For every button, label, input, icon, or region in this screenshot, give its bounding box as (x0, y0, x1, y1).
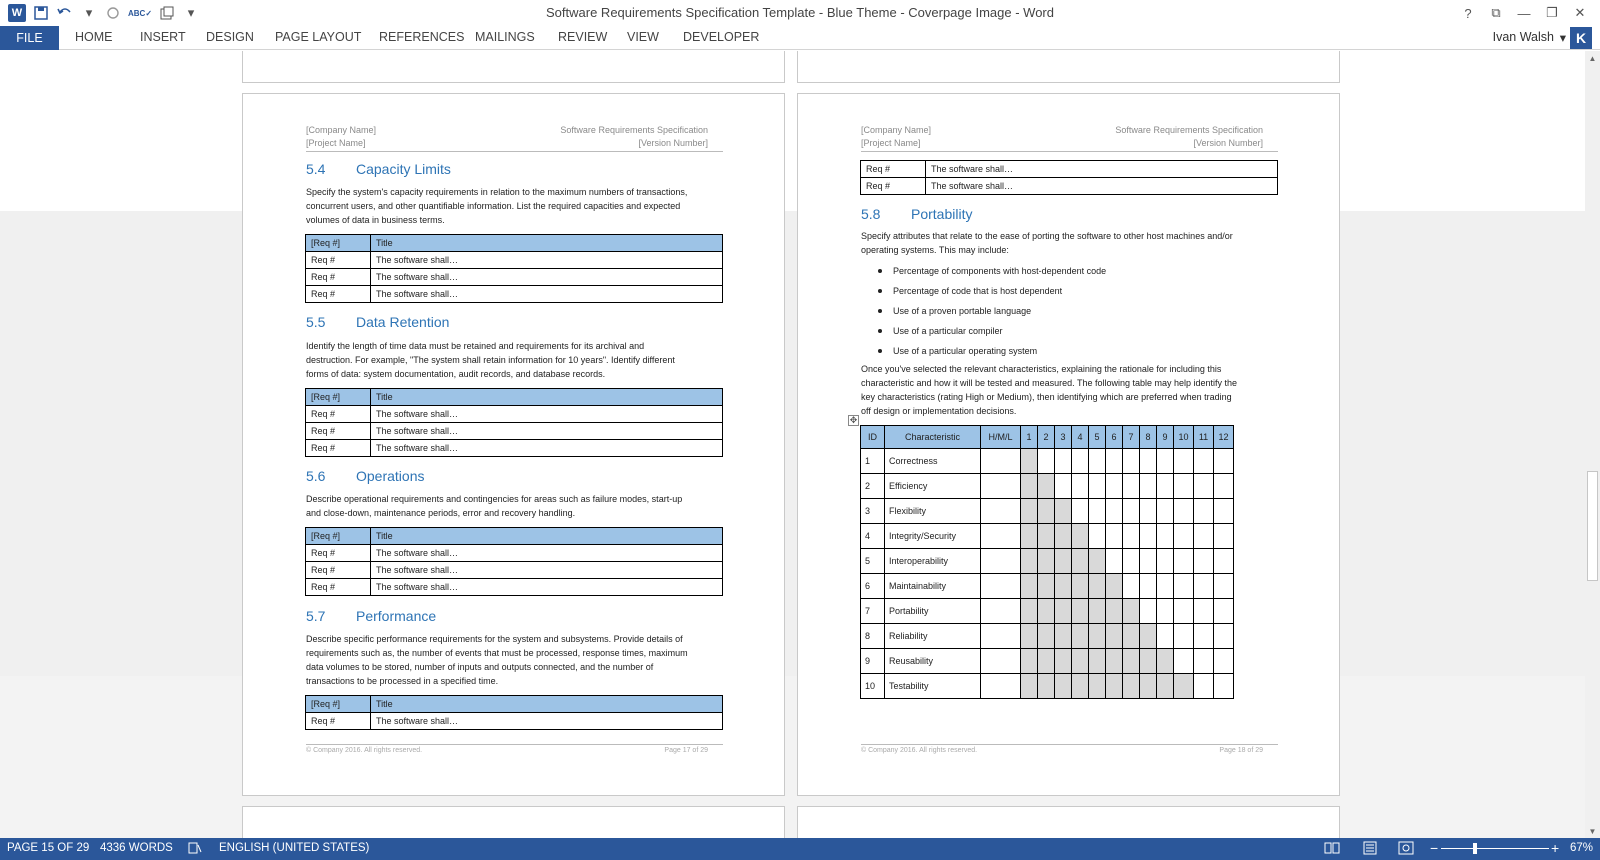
page-indicator[interactable]: PAGE 15 OF 29 (7, 842, 90, 854)
avatar[interactable]: K (1570, 27, 1592, 49)
table-cell (1038, 474, 1055, 499)
page-18 (797, 93, 1340, 796)
customize-toolbar-icon[interactable]: ▾ (187, 5, 195, 20)
zoom-slider[interactable] (1441, 848, 1549, 849)
header-right: Software Requirements Specification [Version Number] (1115, 125, 1263, 148)
zoom-in-button[interactable]: + (1551, 840, 1560, 856)
table-cell-characteristic: Reliability (885, 624, 981, 649)
table-row: Req # The software shall… (306, 713, 723, 730)
table-cell (1038, 499, 1055, 524)
table-cell (1123, 474, 1140, 499)
footer-page-number: Page 17 of 29 (664, 747, 708, 754)
requirements-table-5-5: [Req #] Title Req # The software shall… Req # The software shall… Req # The software shall… (305, 388, 723, 457)
table-cell (1157, 549, 1174, 574)
table-cell (1106, 574, 1123, 599)
table-header-cell: 4 (1072, 426, 1089, 449)
table-cell (1089, 474, 1106, 499)
language-indicator[interactable]: ENGLISH (UNITED STATES) (219, 842, 370, 854)
table-cell (1194, 449, 1214, 474)
table-cell (1055, 574, 1072, 599)
table-row: Req # The software shall… (306, 579, 723, 596)
status-bar (0, 838, 1600, 860)
table-cell (1157, 574, 1174, 599)
table-cell (1214, 599, 1234, 624)
table-row (861, 499, 1234, 524)
table-row: Req # The software shall… (306, 423, 723, 440)
table-cell (1021, 624, 1038, 649)
table-cell-characteristic: Efficiency (885, 474, 981, 499)
requirements-table-5-7: [Req #] Title Req # The software shall… (305, 695, 723, 730)
table-cell-id: 10 (861, 674, 885, 699)
table-cell (1021, 599, 1038, 624)
table-cell (1123, 549, 1140, 574)
table-cell (1174, 674, 1194, 699)
table-cell-characteristic: Interoperability (885, 549, 981, 574)
table-row: Req # The software shall… (306, 286, 723, 303)
table-cell-id: 1 (861, 449, 885, 474)
table-cell (1106, 599, 1123, 624)
table-header-cell: Characteristic (885, 426, 981, 449)
table-cell (1140, 574, 1157, 599)
maximize-button[interactable]: ❐ (1546, 5, 1558, 20)
table-cell (1021, 449, 1038, 474)
table-row (861, 474, 1234, 499)
help-icon[interactable]: ? (1464, 5, 1472, 21)
header-rule (306, 151, 723, 152)
page-next-left (242, 806, 785, 838)
table-cell (1072, 449, 1089, 474)
tab-design[interactable]: DESIGN (206, 30, 254, 44)
table-cell (1072, 549, 1089, 574)
table-cell (1214, 574, 1234, 599)
table-cell-characteristic: Reusability (885, 649, 981, 674)
table-header-cell: 11 (1194, 426, 1214, 449)
vertical-scrollbar[interactable] (1585, 51, 1600, 838)
table-cell (1055, 649, 1072, 674)
table-row (861, 599, 1234, 624)
table-cell (1174, 524, 1194, 549)
table-header-cell: 7 (1123, 426, 1140, 449)
table-cell (1072, 599, 1089, 624)
table-cell (1174, 624, 1194, 649)
table-cell-characteristic: Portability (885, 599, 981, 624)
table-cell (1140, 674, 1157, 699)
table-cell (1157, 499, 1174, 524)
zoom-out-button[interactable]: − (1430, 840, 1439, 856)
table-row (861, 549, 1234, 574)
table-cell (981, 599, 1021, 624)
table-cell (1123, 449, 1140, 474)
table-cell (1140, 449, 1157, 474)
table-cell (1072, 574, 1089, 599)
table-header-cell: 1 (1021, 426, 1038, 449)
read-mode-icon[interactable] (1324, 841, 1340, 858)
table-cell-characteristic: Correctness (885, 449, 981, 474)
table-cell (1194, 524, 1214, 549)
table-header-cell: [Req #] (306, 235, 371, 252)
table-cell (1174, 499, 1194, 524)
table-cell (1123, 499, 1140, 524)
table-cell (1038, 649, 1055, 674)
table-header-cell: H/M/L (981, 426, 1021, 449)
table-cell (1055, 624, 1072, 649)
table-cell (1123, 524, 1140, 549)
table-cell (1194, 499, 1214, 524)
table-cell (981, 474, 1021, 499)
table-cell (981, 649, 1021, 674)
table-cell-id: 4 (861, 524, 885, 549)
tab-page-layout[interactable]: PAGE LAYOUT (275, 30, 362, 44)
table-cell (1214, 624, 1234, 649)
portability-bullet-list (861, 264, 1106, 364)
table-row: Req # The software shall… (861, 178, 1278, 195)
minimize-button[interactable]: — (1517, 5, 1531, 21)
table-header-cell: 6 (1106, 426, 1123, 449)
canvas-background (0, 211, 1585, 676)
canvas-background-lower (0, 676, 1585, 838)
table-cell (1194, 649, 1214, 674)
table-header-cell: ID (861, 426, 885, 449)
table-cell (1021, 674, 1038, 699)
spelling-icon[interactable]: ABC✓ (128, 8, 153, 18)
undo-dropdown-icon[interactable]: ▾ (85, 5, 93, 20)
table-cell (1214, 499, 1234, 524)
list-item: Percentage of code that is host dependent (861, 284, 1106, 304)
tab-home[interactable]: HOME (75, 30, 113, 44)
title-bar (0, 0, 1600, 26)
table-cell (1089, 524, 1106, 549)
table-cell-characteristic: Testability (885, 674, 981, 699)
table-cell (1194, 674, 1214, 699)
table-cell (1140, 524, 1157, 549)
section-heading-5-5: 5.5 Data Retention (306, 314, 450, 330)
ribbon-tabs (0, 26, 1600, 50)
table-cell (1089, 449, 1106, 474)
list-item: Percentage of components with host-dependent code (861, 264, 1106, 284)
table-cell (1123, 674, 1140, 699)
tab-developer[interactable]: DEVELOPER (683, 30, 760, 44)
table-row (861, 524, 1234, 549)
page-previous-left (242, 51, 785, 83)
table-cell (1214, 649, 1234, 674)
table-cell (1038, 674, 1055, 699)
table-cell (1174, 574, 1194, 599)
table-cell (1089, 599, 1106, 624)
table-cell (1140, 474, 1157, 499)
table-cell (981, 524, 1021, 549)
ribbon-display-icon[interactable]: ⧉ (1491, 5, 1501, 20)
characteristics-table (860, 425, 1234, 699)
page-17 (242, 93, 785, 796)
table-cell (1174, 474, 1194, 499)
page-previous-right (797, 51, 1340, 83)
table-cell (1106, 649, 1123, 674)
table-row (861, 649, 1234, 674)
table-header-cell: 10 (1174, 426, 1194, 449)
scroll-down-icon[interactable]: ▼ (1588, 826, 1597, 836)
word-app-icon[interactable]: W (8, 4, 26, 22)
table-cell (1106, 624, 1123, 649)
table-cell-id: 5 (861, 549, 885, 574)
footer-copyright: © Company 2016. All rights reserved. (861, 747, 978, 754)
table-cell (1106, 549, 1123, 574)
header-left: [Company Name] [Project Name] (861, 125, 932, 148)
table-cell (1157, 599, 1174, 624)
table-row: Req # The software shall… (306, 406, 723, 423)
table-cell (1072, 474, 1089, 499)
proofing-icon[interactable] (188, 841, 202, 858)
table-cell (1021, 524, 1038, 549)
paragraph-5-4: Specify the system's capacity requirements in relation to the maximum numbers of transactions, concurrent users, and other quantifiable information. List the required capacities and expected volumes of data in business terms. (306, 187, 688, 225)
table-cell (1089, 549, 1106, 574)
footer-rule (306, 744, 723, 745)
requirements-table-5-6: [Req #] Title Req # The software shall… Req # The software shall… Req # The software shall… (305, 527, 723, 596)
table-cell (1055, 474, 1072, 499)
list-item: Use of a proven portable language (861, 304, 1106, 324)
tab-insert[interactable]: INSERT (140, 30, 186, 44)
print-layout-icon[interactable] (1362, 841, 1378, 858)
table-row (861, 674, 1234, 699)
table-cell-id: 6 (861, 574, 885, 599)
table-cell (1194, 549, 1214, 574)
table-header-cell: 9 (1157, 426, 1174, 449)
table-cell (1106, 674, 1123, 699)
table-cell (1214, 524, 1234, 549)
web-layout-icon[interactable] (1398, 841, 1414, 858)
table-cell (1106, 474, 1123, 499)
table-cell (1157, 449, 1174, 474)
tab-view[interactable]: VIEW (627, 30, 659, 44)
table-cell (1072, 649, 1089, 674)
table-header-cell: 3 (1055, 426, 1072, 449)
table-cell (1214, 449, 1234, 474)
table-cell (1021, 474, 1038, 499)
table-cell (1174, 549, 1194, 574)
section-heading-5-7: 5.7 Performance (306, 608, 437, 624)
table-row: Req # The software shall… (306, 252, 723, 269)
word-count[interactable]: 4336 WORDS (100, 842, 173, 854)
table-cell-id: 3 (861, 499, 885, 524)
table-header-cell: 12 (1214, 426, 1234, 449)
table-cell-id: 8 (861, 624, 885, 649)
list-item: Use of a particular compiler (861, 324, 1106, 344)
table-cell (1089, 574, 1106, 599)
table-cell (1157, 624, 1174, 649)
header-rule (861, 151, 1278, 152)
table-cell (1157, 649, 1174, 674)
document-canvas[interactable] (0, 51, 1585, 838)
table-row (861, 449, 1234, 474)
tab-mailings[interactable]: MAILINGS (475, 30, 535, 44)
requirements-table-5-4 (305, 234, 723, 303)
table-cell (1106, 499, 1123, 524)
table-cell (1055, 449, 1072, 474)
zoom-level[interactable]: 67% (1570, 842, 1594, 854)
table-cell (1089, 649, 1106, 674)
requirements-table-continued (860, 160, 1278, 195)
table-cell (981, 499, 1021, 524)
table-cell (1106, 449, 1123, 474)
table-cell (1089, 499, 1106, 524)
table-cell (1194, 474, 1214, 499)
table-cell (1194, 574, 1214, 599)
table-cell (1021, 649, 1038, 674)
page-next-right (797, 806, 1340, 838)
table-row: Req # The software shall… (306, 545, 723, 562)
table-cell (1214, 474, 1234, 499)
table-cell (981, 624, 1021, 649)
table-cell (1038, 549, 1055, 574)
scrollbar-thumb[interactable] (1587, 471, 1598, 581)
table-cell (1038, 574, 1055, 599)
table-cell (1123, 649, 1140, 674)
paragraph-5-6: Describe operational requirements and contingencies for areas such as failure modes, start-up and close-down, maintenance periods, error and recovery handling. (306, 494, 683, 518)
table-cell (1089, 624, 1106, 649)
table-cell (1157, 674, 1174, 699)
section-heading-5-8: 5.8 Portability (861, 206, 973, 222)
table-cell (1072, 674, 1089, 699)
table-cell (1055, 599, 1072, 624)
table-cell (981, 449, 1021, 474)
table-move-handle[interactable]: ✥ (849, 415, 858, 425)
table-cell (1123, 574, 1140, 599)
table-cell (981, 574, 1021, 599)
table-cell (1140, 624, 1157, 649)
paragraph-5-7: Describe specific performance requirements for the system and subsystems. Provide details of requirements such as, the number of events that must be processed, response times, maximum data volumes to be stored, number of inputs and outputs connected, and the number of transactions to be processed in a specified time. (306, 634, 688, 686)
table-cell (1157, 524, 1174, 549)
table-cell (1174, 649, 1194, 674)
paragraph-5-5: Identify the length of time data must be retained and requirements for its archival and destruction. For example, "The system shall retain information for 10 years". Identify different forms of data: system documentation, audit records, and database records. (306, 341, 675, 379)
table-cell (1089, 674, 1106, 699)
table-cell (1038, 624, 1055, 649)
table-row: Req # The software shall… (306, 562, 723, 579)
table-cell (1072, 624, 1089, 649)
tab-file[interactable]: FILE (0, 26, 59, 50)
table-cell-id: 7 (861, 599, 885, 624)
tab-review[interactable]: REVIEW (558, 30, 608, 44)
table-cell (1174, 449, 1194, 474)
table-cell-characteristic: Integrity/Security (885, 524, 981, 549)
table-row: Req # The software shall… (306, 440, 723, 457)
table-cell (981, 549, 1021, 574)
paragraph-characteristics: Once you've selected the relevant characteristics, explaining the rationale for including this characteristic and how it will be tested and measured. The following table may help identify the key characteristics (rating High or Medium), then identifying which are preferred when trading off design or implementation decisions. (861, 364, 1238, 416)
table-cell (1214, 549, 1234, 574)
table-cell-characteristic: Maintainability (885, 574, 981, 599)
table-cell (1140, 599, 1157, 624)
table-cell (1038, 449, 1055, 474)
table-cell (1038, 524, 1055, 549)
table-cell (1072, 524, 1089, 549)
table-cell (1194, 599, 1214, 624)
close-button[interactable]: ✕ (1574, 5, 1586, 20)
table-row (861, 624, 1234, 649)
table-cell (1123, 599, 1140, 624)
table-cell (1072, 499, 1089, 524)
table-cell (1055, 549, 1072, 574)
table-cell (1140, 649, 1157, 674)
window-controls (1454, 2, 1594, 24)
table-header-cell: 5 (1089, 426, 1106, 449)
header-right: Software Requirements Specification [Version Number] (560, 125, 708, 148)
table-cell (1157, 474, 1174, 499)
table-row (861, 574, 1234, 599)
table-cell-id: 9 (861, 649, 885, 674)
table-cell (1021, 574, 1038, 599)
table-cell (1214, 674, 1234, 699)
table-cell (1106, 524, 1123, 549)
table-header-row (861, 426, 1234, 449)
table-cell (1174, 599, 1194, 624)
footer-page-number: Page 18 of 29 (1219, 747, 1263, 754)
zoom-slider-thumb[interactable] (1473, 843, 1477, 854)
section-heading-5-6: 5.6 Operations (306, 468, 425, 484)
table-cell (1140, 499, 1157, 524)
table-cell (1140, 549, 1157, 574)
table-cell-characteristic: Flexibility (885, 499, 981, 524)
table-cell (1123, 624, 1140, 649)
table-header-cell: 8 (1140, 426, 1157, 449)
table-cell (1038, 599, 1055, 624)
section-heading-5-4: 5.4 Capacity Limits (306, 161, 451, 177)
table-cell (1055, 499, 1072, 524)
paragraph-5-8: Specify attributes that relate to the ease of porting the software to other host machines and/or operating systems. This may include: (861, 231, 1233, 255)
table-cell (1055, 524, 1072, 549)
chevron-down-icon[interactable]: ▾ (1559, 31, 1566, 45)
table-cell (1021, 499, 1038, 524)
tab-references[interactable]: REFERENCES (379, 30, 465, 44)
user-name[interactable]: Ivan Walsh (1492, 30, 1554, 44)
footer-rule (861, 744, 1278, 745)
table-cell-id: 2 (861, 474, 885, 499)
table-cell (1055, 674, 1072, 699)
table-row: Req # The software shall… (306, 269, 723, 286)
table-header-cell: Title (371, 235, 723, 252)
table-header-cell: 2 (1038, 426, 1055, 449)
document-title: Software Requirements Specification Template - Blue Theme - Coverpage Image - Word (546, 5, 1054, 20)
table-cell (981, 674, 1021, 699)
table-cell (1194, 624, 1214, 649)
table-cell (1021, 549, 1038, 574)
table-row: Req # The software shall… (861, 161, 1278, 178)
scroll-up-icon[interactable]: ▲ (1588, 53, 1597, 63)
header-left: [Company Name] [Project Name] (306, 125, 377, 148)
list-item: Use of a particular operating system (861, 344, 1106, 364)
footer-copyright: © Company 2016. All rights reserved. (306, 747, 423, 754)
